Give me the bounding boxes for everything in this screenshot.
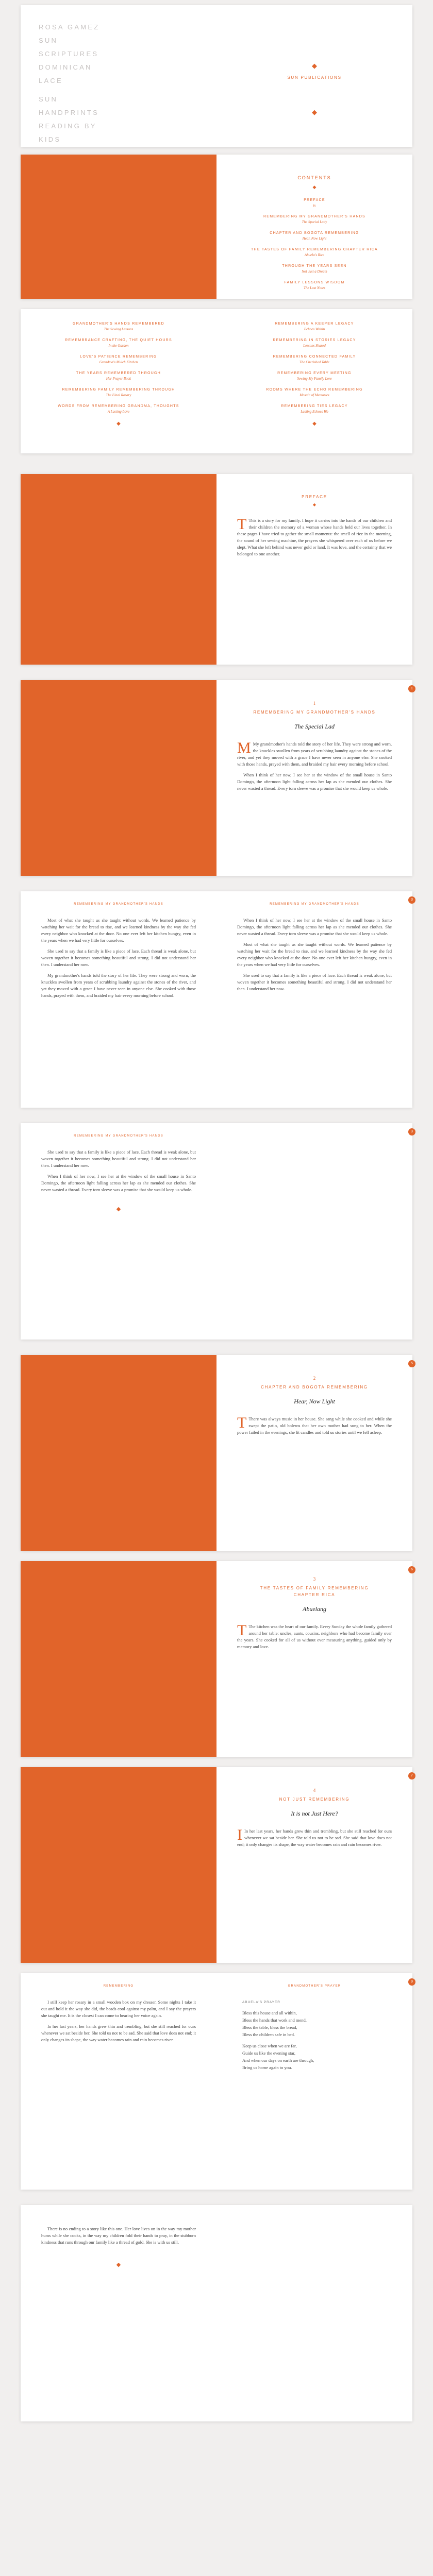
chapter4-left-page: [21, 1767, 216, 1963]
toc-entry[interactable]: REMEMBERING FAMILY REMEMBERING THROUGH The Final Rosary: [62, 388, 175, 397]
page-number-badge: 3: [408, 896, 415, 904]
drop-cap: M: [237, 739, 251, 756]
preface-text: T This is a story for my family. I hope it carries into the hands of our children and their children the memory of a woman whose hands held our lives together. In these pages I have tried to gather the small moments: the smell of rice in the morning, the sound of her sewing machine, the prayers she whispered over each of us before we slept. What she left behind was never gold or land. It was love, and the certainty that we belonged to one another.: [237, 516, 392, 556]
closing-spread: [21, 2205, 412, 2421]
poem-line: Bless the children safe in bed.: [242, 2032, 295, 2037]
drop-cap: T: [237, 1414, 247, 1431]
chapter-body: She used to say that a family is like a piece of lace. Each thread is weak alone, but woven together it becomes something beautiful and strong. I did not understand her then. I understand her now. When I think of her now, I see her at the window of the small house in Santo Domingo, the afternoon light falling across her lap as she mended our clothes. She never wasted a thread. Every torn sleeve was a promise that she would keep us whole.: [41, 1149, 196, 1192]
chapter-body: M My grandmother's hands told the story of her life. They were strong and worn, the knuckles swollen from years of scrubbing laundry against the stones of the river, and yet they moved with a grace I have never seen in anyone else. She cooked with those hands, prayed with them, and braided my hair every morning before school. When I think of her now, I see her at the window of the small house in Santo Domingo, the afternoon light falling across her lap as she mended our clothes. She never wasted a thread. Every torn sleeve was a promise that she would keep us whole.: [237, 739, 392, 791]
chapter-number: 1: [313, 701, 316, 706]
chapter-number: 2: [313, 1376, 316, 1381]
chapter-body: I In her last years, her hands grew thin and trembling, but she still reached for ours whenever we sat beside her. She told us not to be sad. She said that love does not end; it only changes its shape, the way water becomes rain and rain becomes river.: [237, 1826, 392, 1847]
poem-line: Bless the table, bless the bread,: [242, 2025, 297, 2030]
running-header: REMEMBERING MY GRANDMOTHER'S HANDS: [270, 903, 359, 906]
chapter1-continued-spread: [21, 891, 412, 1108]
toc-entry[interactable]: REMEMBERING MY GRANDMOTHER'S HANDS The Special Lady: [263, 215, 366, 224]
chapter3-spread: [21, 1561, 412, 1757]
chapter-subtitle: Abuelang: [303, 1605, 326, 1613]
toc-entry[interactable]: FAMILY LESSONS WISDOM The Last Notes: [284, 281, 345, 290]
chapter-body: T There was always music in her house. She sang while she cooked and while she swept the patio, old boleros that her own mother had sung to her. When the power failed in the evenings, she lit candles and told us stories until we fell asleep.: [237, 1414, 392, 1435]
toc-entry[interactable]: CHAPTER AND BOGOTA REMEMBERING Hear, Now Light: [270, 231, 359, 241]
chapter-subtitle: It is not Just Here?: [291, 1810, 338, 1817]
preface-right-page: [216, 474, 412, 665]
cover-publisher: SUN PUBLICATIONS: [287, 75, 342, 80]
running-header: REMEMBERING MY GRANDMOTHER'S HANDS: [74, 903, 163, 906]
chapter4-spread: [21, 1767, 412, 1963]
toc-entry[interactable]: REMEMBERING TIES LEGACY Lasting Echoes Wo: [281, 404, 348, 414]
ornament-diamond-icon: ◆: [312, 184, 317, 190]
cover-spread: [21, 5, 412, 147]
toc-entry[interactable]: REMEMBRANCE CRAFTING, THE QUIET HOURS In the Garden: [65, 338, 172, 348]
ornament-diamond-icon: ◆: [312, 502, 317, 507]
chapter1-left-page: [21, 680, 216, 876]
poem-line: Keep us close when we are far,: [242, 2043, 297, 2048]
cover-left-page: [21, 5, 216, 147]
chapter1-right-page: [216, 680, 412, 876]
toc-entry[interactable]: WORDS FROM REMEMBERING GRANDMA, THOUGHTS A Lasting Love: [58, 404, 179, 414]
toc-heading: CONTENTS: [297, 175, 331, 180]
closing-left-page: [21, 2205, 216, 2421]
drop-cap: I: [237, 1826, 242, 1843]
page-number-badge: 3: [408, 1128, 415, 1136]
toc-spread: [21, 155, 412, 299]
cover-title-line: SCRIPTURES: [39, 50, 99, 58]
chapter2-spread: [21, 1355, 412, 1551]
poem-line: And when our days on earth are through,: [242, 2058, 314, 2063]
closing-text: There is no ending to a story like this one. Her love lives on in the way my mother hums while she cooks, in the way my children fold their hands to pray, in the stubborn kindness that runs through our family like a thread of gold. She is with us still.: [41, 2226, 196, 2245]
chapter-subtitle: Hear, Now Light: [294, 1398, 335, 1405]
running-header: REMEMBERING MY GRANDMOTHER'S HANDS: [74, 1134, 163, 1138]
toc-entry[interactable]: GRANDMOTHER'S HANDS REMEMBERED The Sewing Lessons: [73, 322, 164, 331]
prayer-poem: [242, 1999, 387, 2071]
toc-entry[interactable]: REMEMBERING CONNECTED FAMILY The Cherished Table: [273, 355, 356, 364]
chapter3-right-page: [216, 1561, 412, 1757]
poem-line: Bless this house and all within,: [242, 2010, 297, 2015]
page-number-badge: 6: [408, 1566, 415, 1573]
chapter-title: THE TASTES OF FAMILY REMEMBERING CHAPTER RICA: [260, 1586, 369, 1597]
ornament-diamond-icon: ◆: [116, 1206, 121, 1212]
page-number-badge: 1: [408, 685, 415, 692]
cover-right-page: [216, 5, 412, 147]
page-number-badge: 9: [408, 1978, 415, 1986]
toc-continued-spread: [21, 309, 412, 453]
toc-right-page: [216, 155, 412, 299]
toc-left-page: [21, 155, 216, 299]
chapter-body: Most of what she taught us she taught without words. We learned patience by watching her wait for the bread to rise, and we learned kindness by the way she fed every neighbor who knocked at the door. No one ever left her kitchen hungry, even in the years when we had very little for ourselves. She used to say that a family is like a piece of lace. Each thread is weak alone, but woven together it becomes something beautiful and strong. I did not understand her then. I understand her now. My grandmother's hands told the story of her life. They were strong and worn, the knuckles swollen from years of scrubbing laundry against the stones of the river, and yet they moved with a grace I have never seen in anyone else. She cooked with those hands, prayed with them, and braided my hair every morning before school.: [41, 918, 196, 998]
poem-title: ABUELA'S PRAYER: [242, 2001, 280, 2004]
toc-entry[interactable]: REMEMBERING IN STORIES LEGACY Lessons Shared: [273, 338, 356, 348]
chapter1-spread: [21, 680, 412, 876]
chapter1-continued-right: [216, 891, 412, 1108]
page-number-badge: 5: [408, 1360, 415, 1367]
chapter-number: 3: [313, 1577, 316, 1582]
preface-heading: PREFACE: [302, 495, 327, 499]
toc-entry[interactable]: ROOMS WHERE THE ECHO REMEMBERING Mosaic of Memories: [266, 388, 363, 397]
chapter1-end-spread: [21, 1123, 412, 1340]
ornament-diamond-icon: ◆: [312, 421, 317, 427]
preface-left-page: [21, 474, 216, 665]
ornament-diamond-icon: ◆: [312, 108, 317, 116]
chapter-header: [216, 701, 412, 731]
chapter-header: [216, 1376, 412, 1405]
chapter1-end-right: [216, 1123, 412, 1340]
chapter-header: [216, 1577, 412, 1613]
ornament-diamond-icon: ◆: [312, 62, 317, 70]
chapter-body: When I think of her now, I see her at the window of the small house in Santo Domingo, the afternoon light falling across her lap as she mended our clothes. She never wasted a thread. Every torn sleeve was a promise that she would keep us whole. Most of what she taught us she taught without words. We learned patience by watching her wait for the bread to rise, and we learned kindness by the way she fed every neighbor who knocked at the door. No one ever left her kitchen hungry, even in the years when we had very little for ourselves. She used to say that a family is like a piece of lace. Each thread is weak alone, but woven together it becomes something beautiful and strong. I did not understand her then. I understand her now.: [237, 918, 392, 991]
cover-title-line: SUN: [39, 37, 58, 44]
running-header: GRANDMOTHER'S PRAYER: [288, 1985, 341, 1988]
chapter-header: [216, 1788, 412, 1818]
poem-line: Bring us home again to you.: [242, 2065, 292, 2070]
toc-entry[interactable]: REMEMBERING A KEEPER LEGACY Echoes Within: [275, 322, 354, 331]
toc-entry[interactable]: THE TASTES OF FAMILY REMEMBERING CHAPTER RICA Abuela's Rice: [251, 248, 378, 257]
ornament-diamond-icon: ◆: [116, 421, 121, 427]
chapter-title: REMEMBERING MY GRANDMOTHER'S HANDS: [253, 710, 376, 715]
chapter1-continued-left: [21, 891, 216, 1108]
toc-entry[interactable]: THROUGH THE YEARS SEEN Not Just a Dream: [282, 264, 347, 274]
chapter-number: 4: [313, 1788, 316, 1793]
toc-entry[interactable]: THE YEARS REMEMBERED THROUGH Her Prayer Book: [76, 371, 161, 381]
toc-list: [216, 198, 412, 290]
toc-continued-right: [216, 309, 412, 466]
cover-author: ROSA GAMEZ: [39, 23, 100, 31]
cover-tagline: SUN HANDPRINTS READING BY KIDS: [39, 95, 99, 143]
chapter-title: NOT JUST REMEMBERING: [279, 1797, 350, 1802]
chapter2-left-page: [21, 1355, 216, 1551]
toc-continued-left: [21, 309, 216, 466]
ornament-diamond-icon: ◆: [116, 2262, 121, 2268]
chapter3-left-page: [21, 1561, 216, 1757]
chapter-body: T The kitchen was the heart of our family. Every Sunday the whole family gathered around her table: uncles, aunts, cousins, neighbors who had become family over the years. She cooked for all of us without ever measuring anything, guided only by memory and love.: [237, 1622, 392, 1649]
cover-title-block: [39, 21, 116, 146]
prayer-right-page: [216, 1973, 412, 2190]
chapter4-right-page: [216, 1767, 412, 1963]
poem-line: Bless the hands that work and mend,: [242, 2018, 307, 2023]
poem-line: Guide us like the evening star,: [242, 2050, 296, 2056]
chapter2-right-page: [216, 1355, 412, 1551]
chapter-subtitle: The Special Lad: [294, 723, 335, 730]
closing-right-page: [216, 2205, 412, 2421]
toc-entry[interactable]: PREFACE ix: [304, 198, 325, 208]
drop-cap: T: [237, 516, 247, 533]
running-header: REMEMBERING: [103, 1985, 134, 1988]
cover-title-line: LACE: [39, 77, 63, 84]
toc-entry[interactable]: LOVE'S PATIENCE REMEMBERING Grandma's Mulch Kitchen: [80, 355, 157, 364]
chapter1-end-left: [21, 1123, 216, 1340]
chapter-title: CHAPTER AND BOGOTA REMEMBERING: [261, 1385, 368, 1389]
prayer-spread: [21, 1973, 412, 2190]
drop-cap: T: [237, 1622, 247, 1639]
cover-title-line: DOMINICAN: [39, 63, 92, 71]
chapter-body: I still keep her rosary in a small wooden box on my dresser. Some nights I take it out and hold it the way she did, the beads cool against my palm, and I say the prayers she taught me. It is the closest I can come to hearing her voice again. In her last years, her hands grew thin and trembling, but she still reached for ours whenever we sat beside her. She told us not to be sad. She said that love does not end; it only changes its shape, the way water becomes rain and rain becomes river.: [41, 1999, 196, 2042]
prayer-left-page: [21, 1973, 216, 2190]
page-number-badge: 7: [408, 1772, 415, 1780]
preface-spread: [21, 474, 412, 665]
toc-entry[interactable]: REMEMBERING EVERY MEETING Sewing My Family Lore: [277, 371, 352, 381]
